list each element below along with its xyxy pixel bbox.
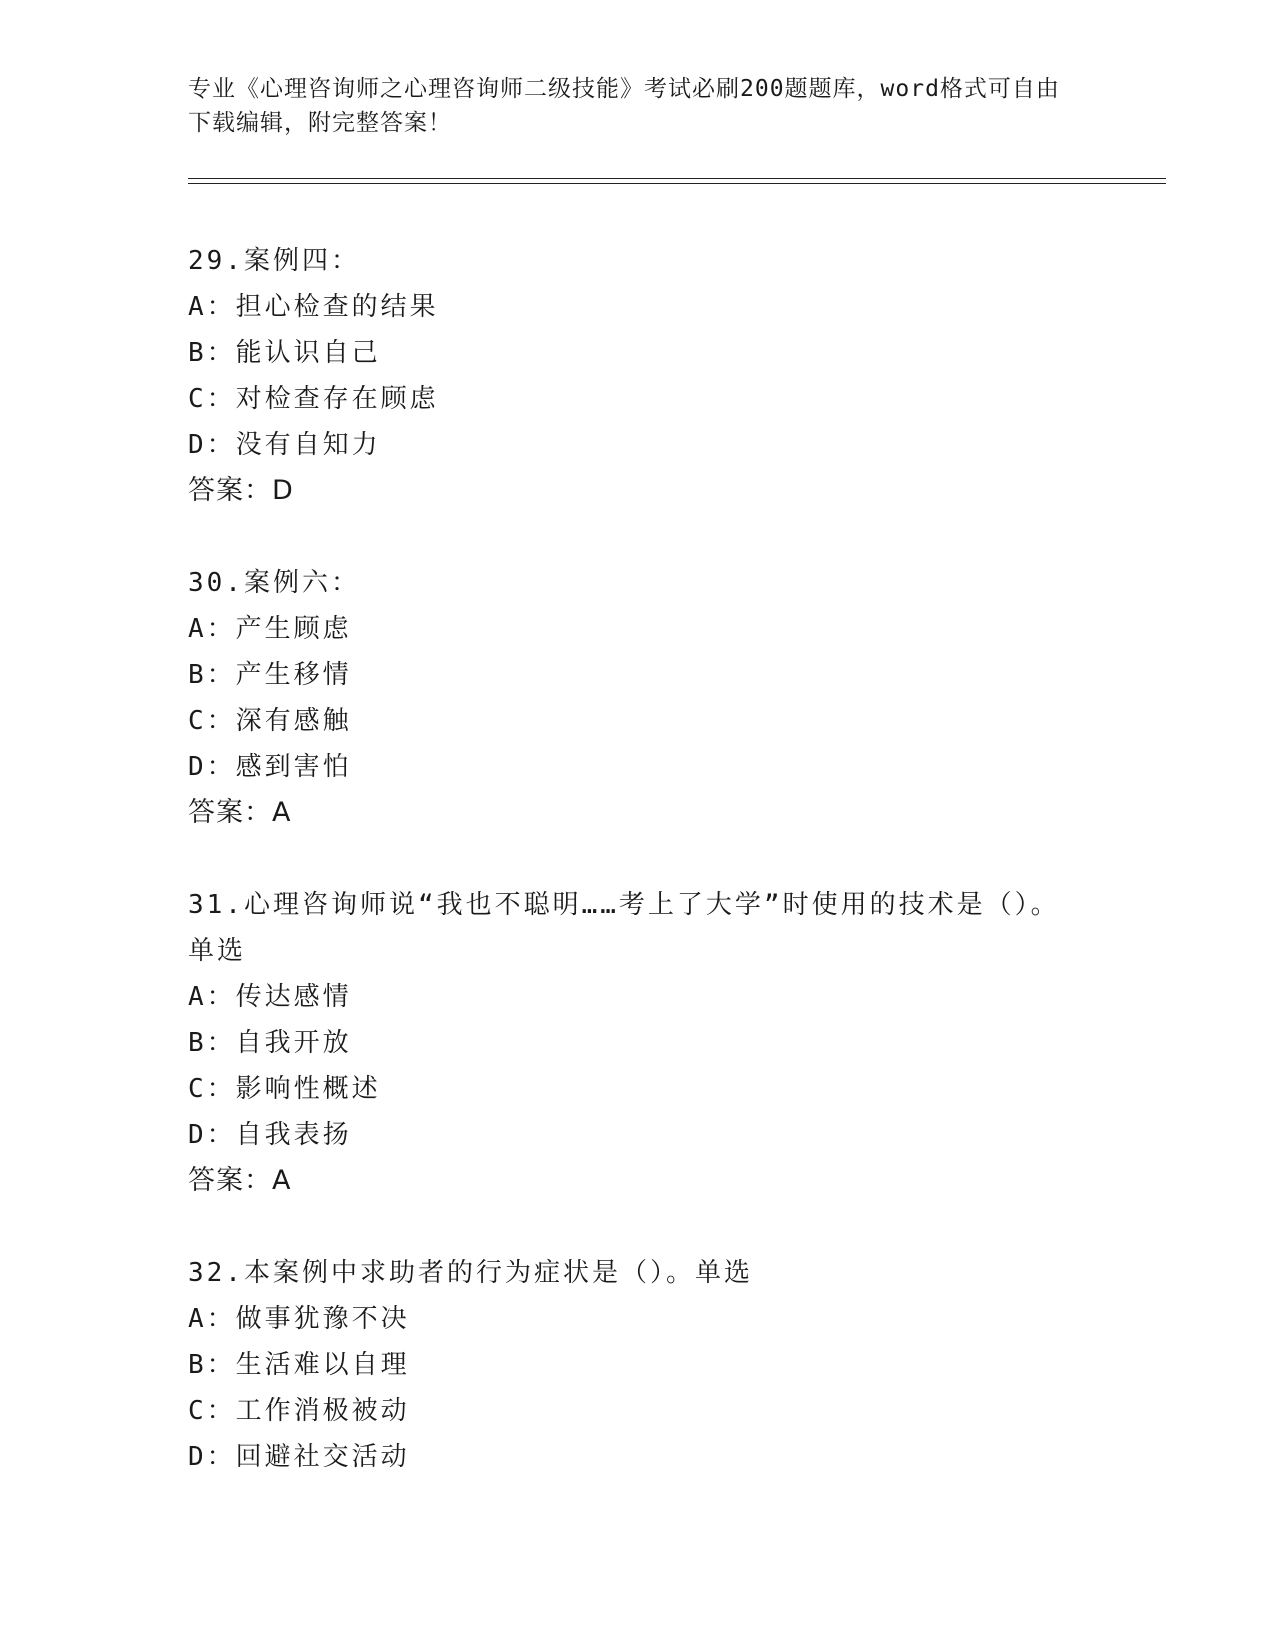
option-key: D： (188, 1442, 236, 1472)
document-header (188, 72, 1068, 140)
question-31 (188, 882, 1088, 1204)
answer-line: 答案：D (188, 475, 294, 506)
option-text: 产生移情 (235, 660, 352, 690)
option-text: 感到害怕 (235, 752, 352, 782)
option-text: 对检查存在顾虑 (235, 384, 439, 414)
option-key: B： (188, 660, 236, 690)
option-key: A： (188, 982, 236, 1012)
document-title: 专业《心理咨询师之心理咨询师二级技能》考试必刷200题题库，word格式可自由下载编辑，附完整答案！ (188, 76, 1060, 136)
option-b (188, 330, 1088, 376)
option-key: D： (188, 1120, 236, 1150)
header-divider-bottom (188, 183, 1166, 184)
option-c (188, 1066, 1088, 1112)
option-key: B： (188, 1028, 236, 1058)
option-key: C： (188, 706, 236, 736)
option-text: 做事犹豫不决 (235, 1304, 410, 1334)
option-text: 传达感情 (235, 982, 352, 1012)
question-30 (188, 560, 1088, 836)
option-text: 生活难以自理 (235, 1350, 410, 1380)
option-c (188, 1388, 1088, 1434)
option-text: 回避社交活动 (235, 1442, 410, 1472)
option-key: A： (188, 614, 236, 644)
question-list (188, 238, 1088, 1526)
option-text: 影响性概述 (235, 1074, 381, 1104)
option-key: D： (188, 430, 236, 460)
option-a (188, 1296, 1088, 1342)
header-divider-top (188, 178, 1166, 179)
option-key: C： (188, 1074, 236, 1104)
option-key: C： (188, 1396, 236, 1426)
question-32 (188, 1250, 1088, 1480)
option-b (188, 1020, 1088, 1066)
option-text: 工作消极被动 (235, 1396, 410, 1426)
option-b (188, 652, 1088, 698)
option-text: 担心检查的结果 (235, 292, 439, 322)
option-b (188, 1342, 1088, 1388)
option-a (188, 606, 1088, 652)
option-text: 产生顾虑 (235, 614, 352, 644)
question-stem: 29.案例四： (188, 246, 360, 276)
option-key: A： (188, 292, 236, 322)
option-key: D： (188, 752, 236, 782)
option-key: C： (188, 384, 236, 414)
option-a (188, 284, 1088, 330)
option-text: 自我表扬 (235, 1120, 352, 1150)
option-d (188, 422, 1088, 468)
option-text: 能认识自己 (235, 338, 381, 368)
option-text: 深有感触 (235, 706, 352, 736)
question-stem: 31.心理咨询师说“我也不聪明……考上了大学”时使用的技术是（）。单选 (188, 890, 1060, 966)
option-d (188, 1434, 1088, 1480)
option-d (188, 744, 1088, 790)
option-text: 自我开放 (235, 1028, 352, 1058)
option-a (188, 974, 1088, 1020)
option-c (188, 698, 1088, 744)
option-key: A： (188, 1304, 236, 1334)
option-c (188, 376, 1088, 422)
option-key: B： (188, 1350, 236, 1380)
question-29 (188, 238, 1088, 514)
option-key: B： (188, 338, 236, 368)
option-d (188, 1112, 1088, 1158)
answer-line: 答案：A (188, 797, 292, 828)
option-text: 没有自知力 (235, 430, 381, 460)
question-stem: 32.本案例中求助者的行为症状是（）。单选 (188, 1258, 753, 1288)
answer-line: 答案：A (188, 1165, 292, 1196)
question-stem: 30.案例六： (188, 568, 360, 598)
